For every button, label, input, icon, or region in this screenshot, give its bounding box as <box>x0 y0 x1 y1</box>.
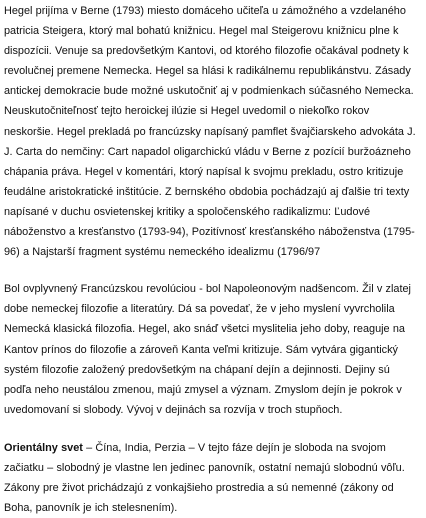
document-body <box>4 1 420 518</box>
paragraph-oriental-body: – Čína, India, Perzia – V tejto fáze dejín je sloboda na svojom začiatku – slobodný je vlastne len jedinec panovník, ostatní nemajú slobodnú vôľu. Zákony pre život prichádzajú z vonkajšieho prostredia a sú nemenné (zákony od Boha, panovník je ich stelesnením). <box>4 441 405 515</box>
paragraph-lead-heading: Orientálny svet <box>4 441 83 454</box>
paragraph-hegel-influence: Bol ovplyvnený Francúzskou revolúciou - bol Napoleonovým nadšencom. Žil v zlatej dobe nemeckej filozofie a literatúry. Dá sa povedať, že v jeho myslení vyvrcholila Nemecká klasická filozofia. Hegel, ako snáď všetci myslitelia jeho doby, reaguje na Kantov prínos do filozofie a zároveň Kanta veľmi kritizuje. Sám vytvára gigantický systém filozofie založený predovšetkým na chápaní dejín a dejinnosti. Dejiny sú podľa neho neustálou zmenou, majú zmysel a význam. Zmyslom dejín je pokrok v uvedomovaní si slobody. Vývoj v dejinách sa rozvíja v troch stupňoch. <box>4 283 411 416</box>
paragraph-oriental-world <box>4 438 420 518</box>
paragraph-hegel-bern: Hegel prijíma v Berne (1793) miesto domáceho učiteľa u zámožného a vzdelaného patricia Steigera, ktorý mal bohatú knižnicu. Hegel mal Steigerovu knižnicu plne k dispozícii. Venuje sa predovšetkým Kantovi, od ktorého filozofie očakával podnety k revolučnej premene Nemecka. Hegel sa hlási k radikálnemu republikánstvu. Zásady antickej demokracie bude možné uskutočniť aj v podmienkach súčasného Nemecka. Neuskutočniteľnosť tejto heroickej ilúzie si Hegel uvedomil o niekoľko rokov neskoršie. Hegel prekladá po francúzsky napísaný pamflet švajčiarskeho advokáta J. J. Carta do nemčiny: Cart napadol oligarchickú vládu v Berne z pozícií buržoázneho chápania práva. Hegel v komentári, ktorý napísal k svojmu prekladu, ostro kritizuje feudálne aristokratické inštitúcie. Z bernského obdobia pochádzajú aj ďalšie tri texty napísané v duchu osvietenskej kritiky a spoločenského radikalizmu: Ľudové náboženstvo a kresťanstvo (1793-94), Pozitívnosť kresťanského náboženstva (1795- 96) a Najstarší fragment systému nemeckého idealizmu (1796/97 <box>4 5 416 259</box>
